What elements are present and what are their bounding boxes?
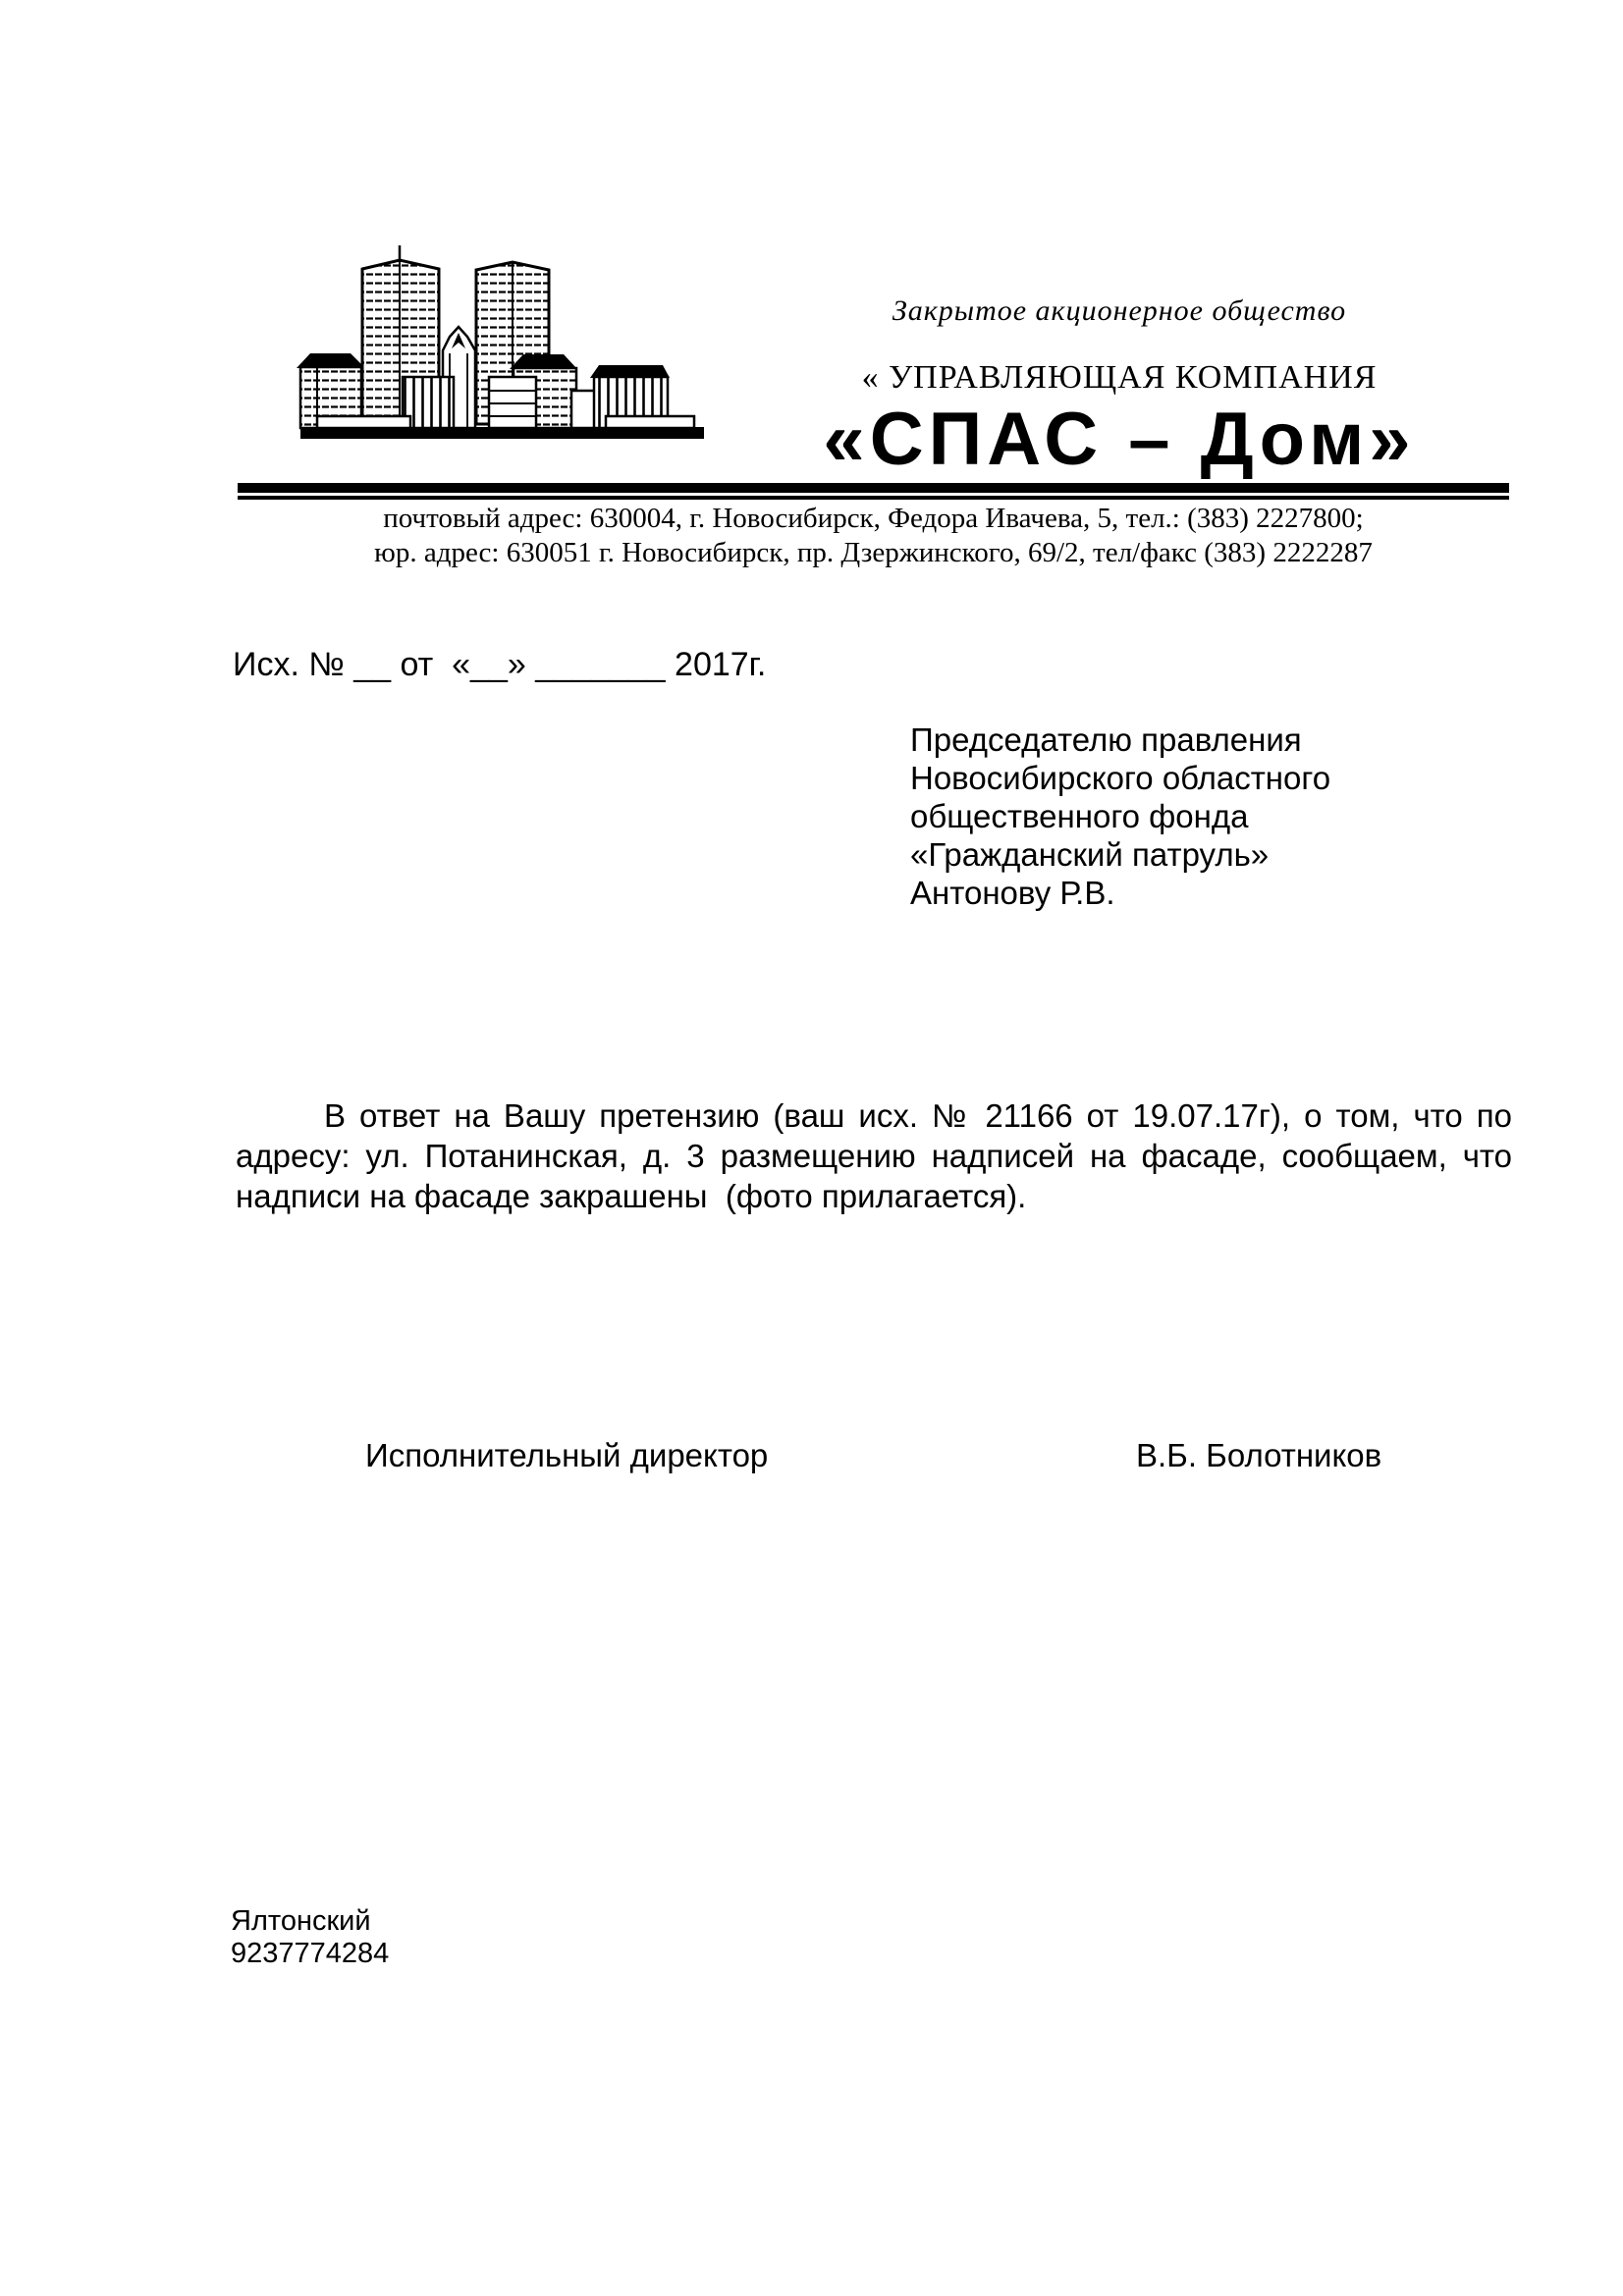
recipient-line: общественного фонда [910, 798, 1249, 834]
city-skyline-icon [295, 243, 707, 440]
signature-title: Исполнительный директор [365, 1437, 769, 1473]
company-name: «СПАС – Дом» [823, 398, 1416, 481]
outgoing-reference-line: Исх. № __ от «__» _______ 2017г. [233, 646, 767, 683]
company-prefix-line: « УПРАВЛЯЮЩАЯ КОМПАНИЯ [861, 359, 1378, 396]
recipient-line: «Гражданский патруль» [910, 836, 1270, 873]
org-type-line: Закрытое акционерное общество [892, 294, 1347, 327]
executor-block [231, 1905, 389, 1970]
recipient-line: Председателю правления [910, 721, 1302, 758]
recipient-line: Новосибирского областного [910, 760, 1331, 796]
executor-name: Ялтонский [231, 1905, 371, 1937]
postal-address: почтовый адрес: 630004, г. Новосибирск, Федора Ивачева, 5, тел.: (383) 2227800; [383, 503, 1364, 534]
letterhead-divider [238, 483, 1509, 500]
letter-body-paragraph: В ответ на Вашу претензию (ваш исх. № 21166 от 19.07.17г), о том, что по адресу: ул. Потанинская, д. 3 размещению надписей на фасаде, сообщаем, что надписи на фасаде закрашены (фото прилагается). [236, 1097, 1522, 1214]
recipient-line: Антонову Р.В. [910, 875, 1115, 911]
executor-phone: 9237774284 [231, 1938, 390, 1969]
company-logo [295, 243, 707, 440]
signature-name: В.Б. Болотников [1136, 1437, 1382, 1473]
recipient-block [910, 721, 1330, 912]
legal-address: юр. адрес: 630051 г. Новосибирск, пр. Дзержинского, 69/2, тел/факс (383) 2222287 [374, 537, 1373, 568]
